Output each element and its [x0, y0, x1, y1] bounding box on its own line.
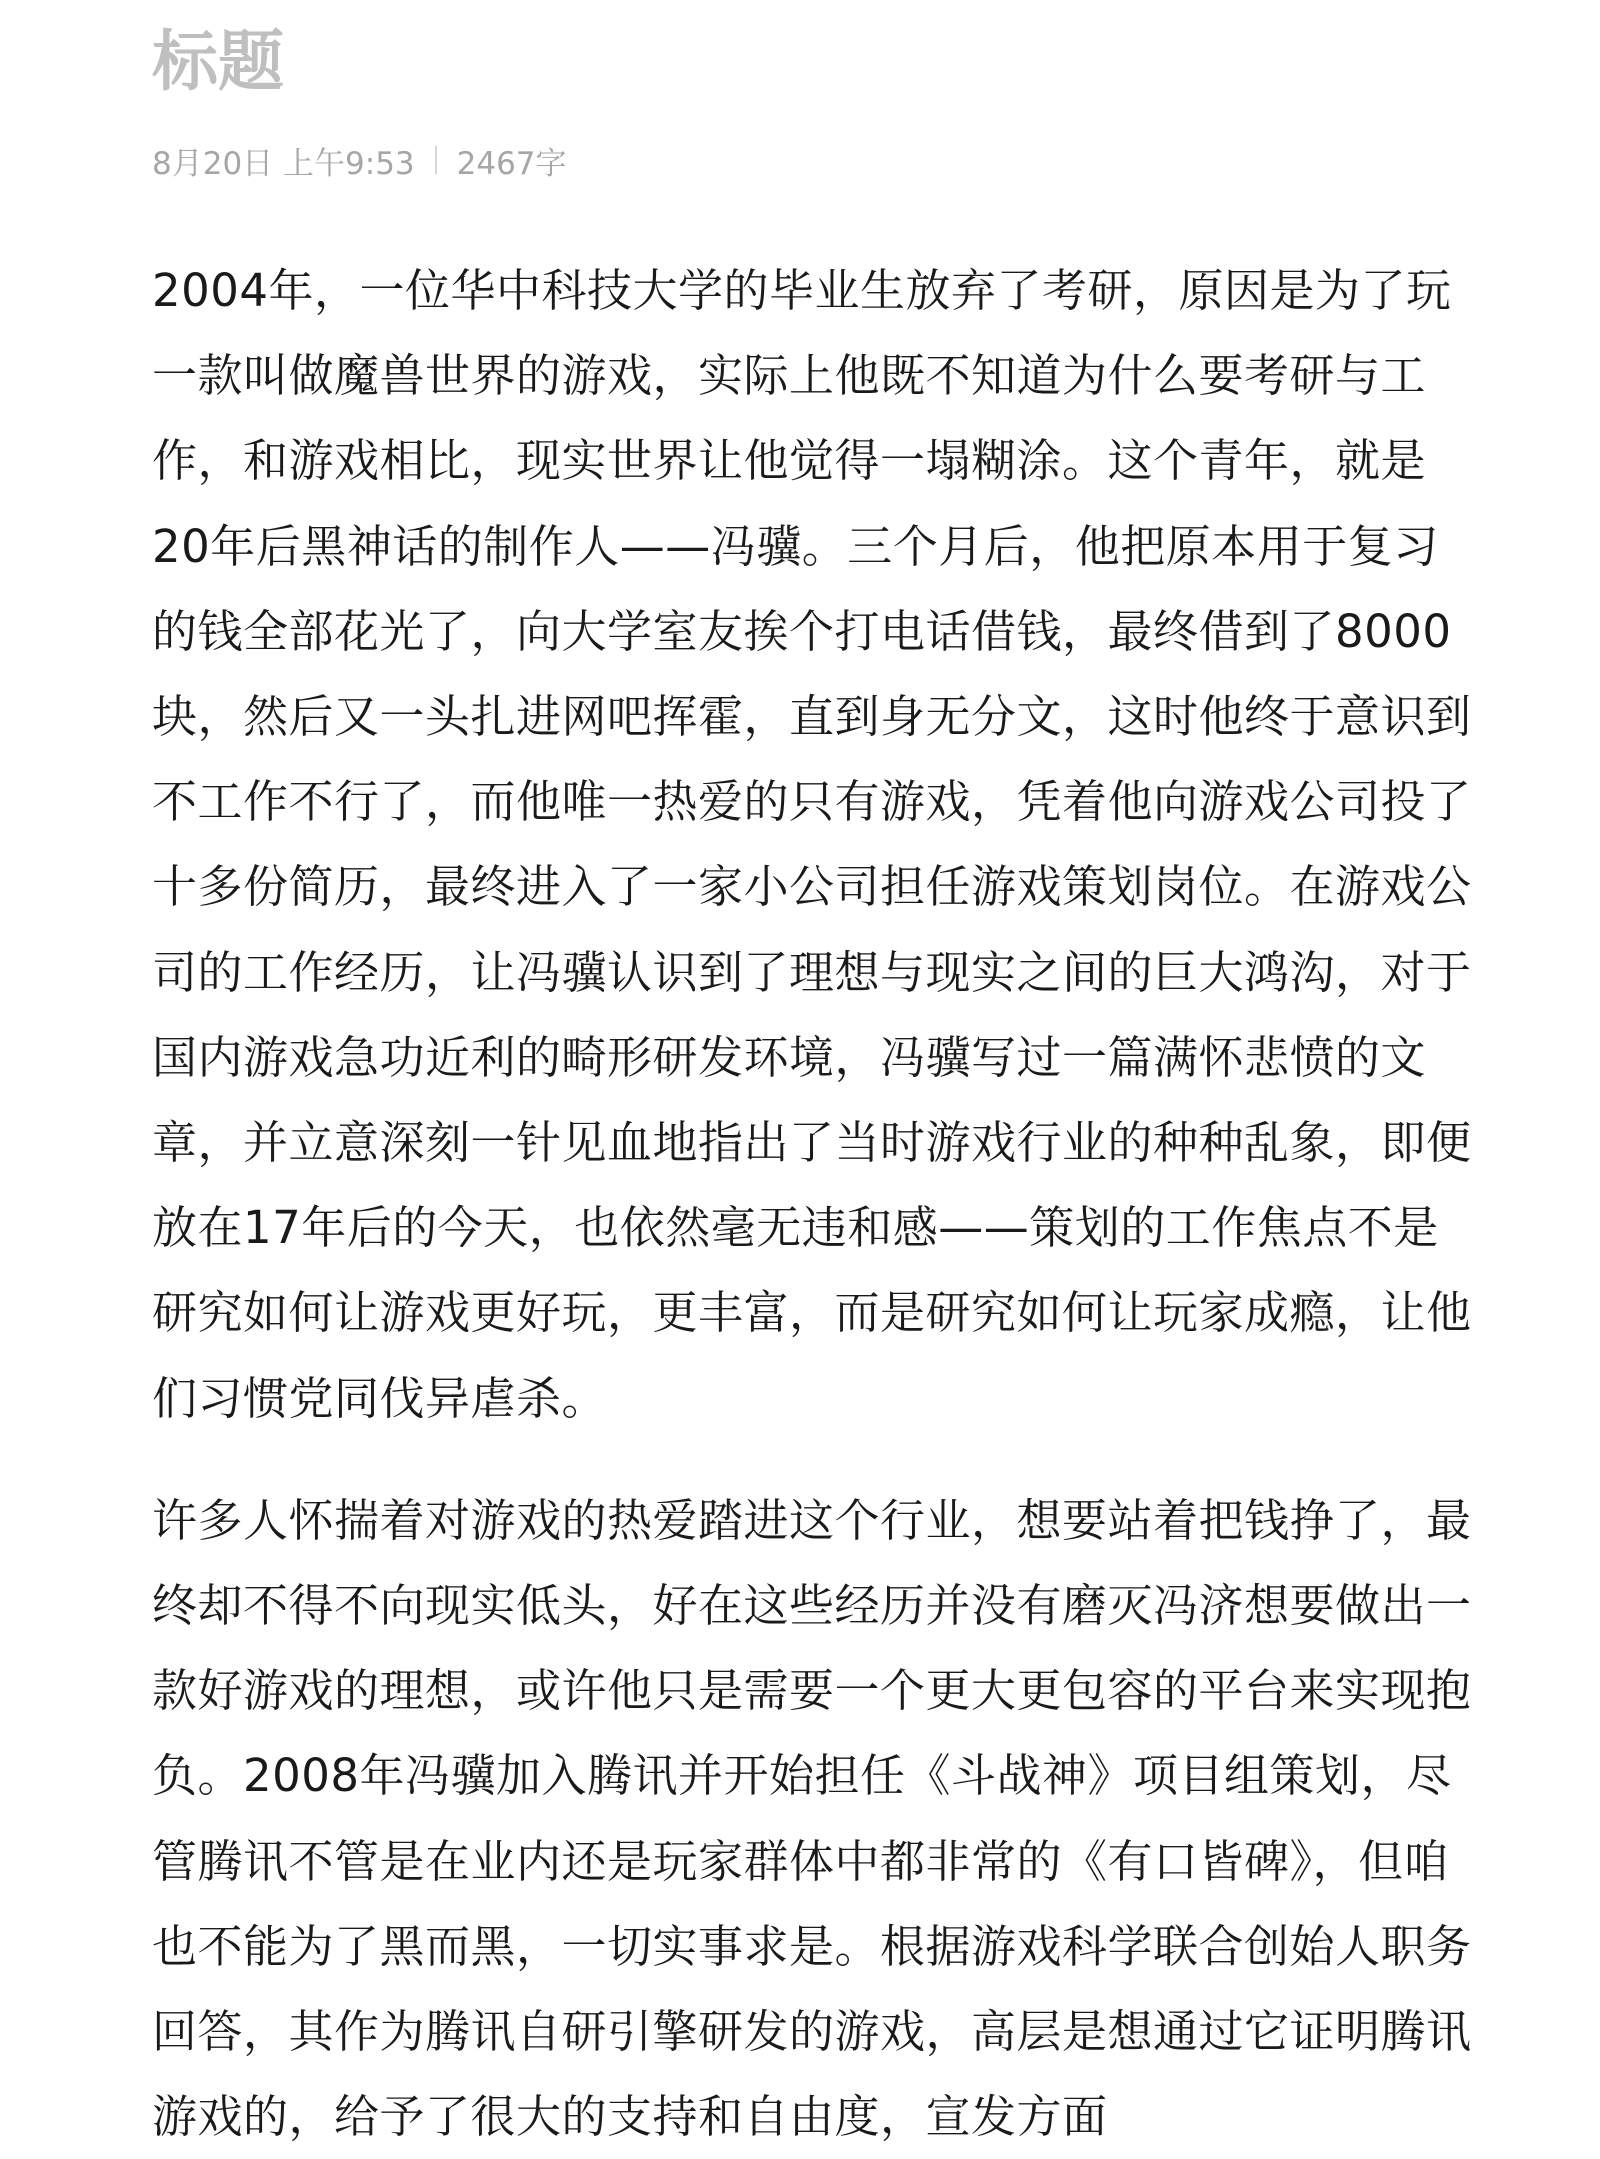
note-meta — [152, 136, 567, 184]
meta-divider — [435, 146, 437, 174]
note-word-count: 2467字 — [456, 145, 567, 182]
note-body[interactable] — [152, 248, 1472, 2159]
paragraph-2[interactable]: 许多人怀揣着对游戏的热爱踏进这个行业，想要站着把钱挣了，最终却不得不向现实低头，好在这些经历并没有磨灭冯济想要做出一款好游戏的理想，或许他只是需要一个更大更包容的平台来实现抱负。2008年冯骥加入腾讯并开始担任《斗战神》项目组策划，尽管腾讯不管是在业内还是玩家群体中都非常的《有口皆碑》，但咱也不能为了黑而黑，一切实事求是。根据游戏科学联合创始人职务回答，其作为腾讯自研引擎研发的游戏，高层是想通过它证明腾讯游戏的，给予了很大的支持和自由度，宣发方面 — [152, 1493, 1472, 2144]
note-title[interactable]: 标题 — [152, 23, 284, 100]
note-date: 8月20日 上午9:53 — [152, 145, 415, 182]
paragraph-1[interactable]: 2004年，一位华中科技大学的毕业生放弃了考研，原因是为了玩一款叫做魔兽世界的游戏，实际上他既不知道为什么要考研与工作，和游戏相比，现实世界让他觉得一塌糊涂。这个青年，就是20年后黑神话的制作人——冯骥。三个月后，他把原本用于复习的钱全部花光了，向大学室友挨个打电话借钱，最终借到了8000块，然后又一头扎进网吧挥霍，直到身无分文，这时他终于意识到不工作不行了，而他唯一热爱的只有游戏，凭着他向游戏公司投了十多份简历，最终进入了一家小公司担任游戏策划岗位。在游戏公司的工作经历，让冯骥认识到了理想与现实之间的巨大鸿沟，对于国内游戏急功近利的畸形研发环境，冯骥写过一篇满怀悲愤的文章，并立意深刻一针见血地指出了当时游戏行业的种种乱象，即便放在17年后的今天，也依然毫无违和感——策划的工作焦点不是研究如何让游戏更好玩，更丰富，而是研究如何让玩家成瘾，让他们习惯党同伐异虐杀。 — [152, 264, 1472, 1425]
